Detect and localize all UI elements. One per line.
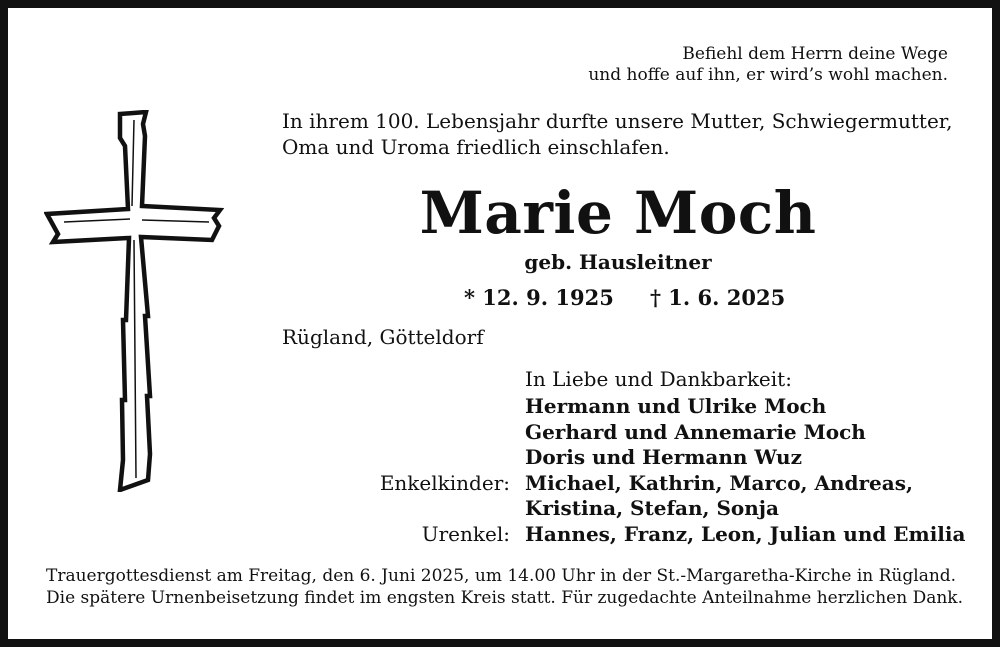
mourners-intro: In Liebe und Dankbarkeit: bbox=[525, 367, 792, 391]
mourner-line: Doris und Hermann Wuz bbox=[525, 445, 802, 469]
mourner-line: Gerhard und Annemarie Moch bbox=[525, 420, 866, 444]
intro-line-1: In ihrem 100. Lebensjahr durfte unsere Mutter, Schwiegermutter, bbox=[282, 109, 953, 133]
motto-line-2: und hoffe auf ihn, er wird’s wohl machen. bbox=[588, 65, 948, 85]
intro-line-2: Oma und Uroma friedlich einschlafen. bbox=[282, 135, 670, 159]
maiden-name: geb. Hausleitner bbox=[524, 250, 712, 274]
great-grandchildren-label: Urenkel: bbox=[421, 522, 510, 546]
motto-line-1: Befiehl dem Herrn deine Wege bbox=[682, 44, 948, 64]
death-date: † 1. 6. 2025 bbox=[650, 285, 786, 310]
residence: Rügland, Götteldorf bbox=[282, 325, 484, 349]
deceased-name: Marie Moch bbox=[419, 179, 817, 247]
service-info-line-1: Trauergottesdienst am Freitag, den 6. Juni 2025, um 14.00 Uhr in der St.-Margaretha-Kirche in Rügland. bbox=[46, 566, 957, 586]
cross-icon bbox=[44, 110, 224, 492]
service-info-line-2: Die spätere Urnenbeisetzung findet im engsten Kreis statt. Für zugedachte Anteilnahme herzlichen Dank. bbox=[46, 588, 963, 608]
grandchildren-names: Michael, Kathrin, Marco, Andreas, bbox=[525, 471, 913, 495]
mourner-line: Hermann und Ulrike Moch bbox=[525, 394, 827, 418]
grandchildren-names: Kristina, Stefan, Sonja bbox=[525, 496, 779, 520]
great-grandchildren-names: Hannes, Franz, Leon, Julian und Emilia bbox=[525, 522, 966, 546]
birth-date: * 12. 9. 1925 bbox=[464, 285, 614, 310]
grandchildren-label: Enkelkinder: bbox=[379, 471, 510, 495]
